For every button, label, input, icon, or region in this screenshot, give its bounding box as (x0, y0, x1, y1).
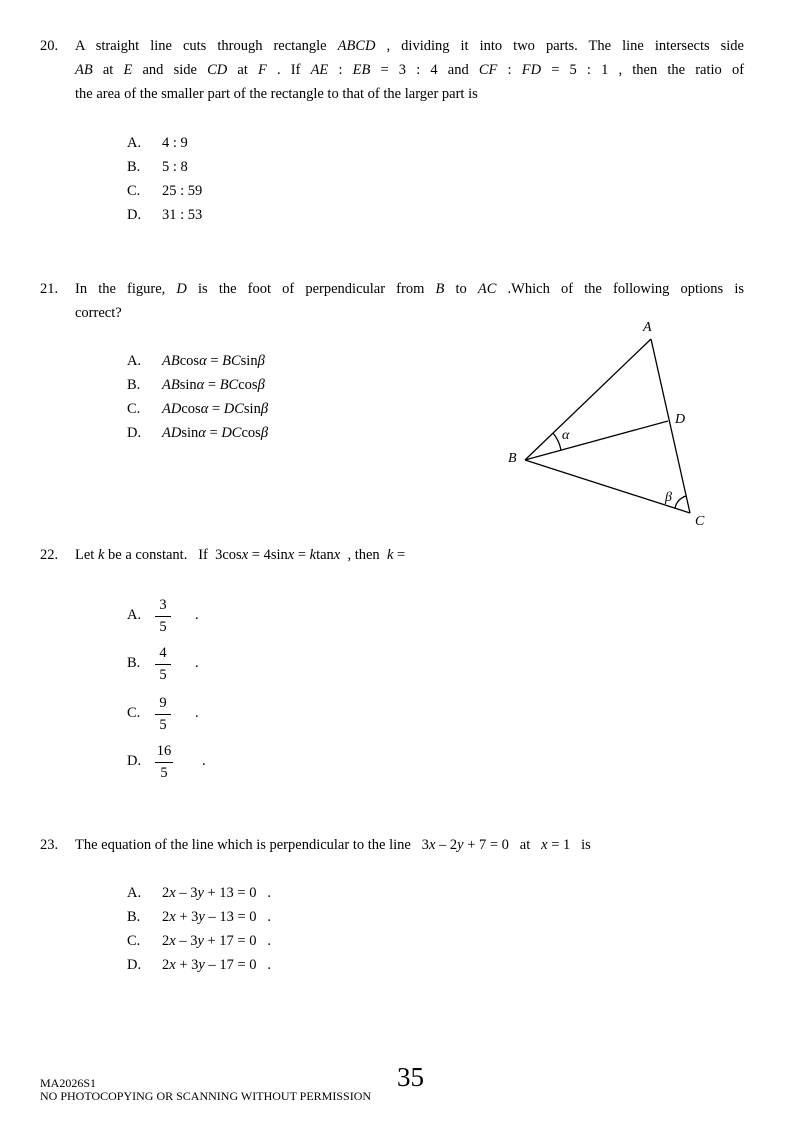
label-c: C (695, 514, 705, 529)
math-variable: y (197, 885, 204, 901)
text-segment: + 3 (175, 909, 199, 925)
math-variable: AE (310, 62, 329, 78)
option-text (162, 957, 271, 973)
math-variable: B (435, 281, 445, 297)
text-segment: .Which of the following options is (496, 281, 744, 297)
option-suffix: . (202, 753, 206, 769)
option-label: B. (127, 159, 141, 175)
label-alpha: α (562, 428, 570, 443)
math-variable: x (541, 837, 548, 853)
math-variable: BC (219, 377, 239, 393)
math-variable: CF (478, 62, 498, 78)
fraction (155, 695, 171, 734)
text-segment: 31 : 53 (162, 207, 203, 223)
option-label: D. (127, 207, 142, 223)
text-segment: 2 (162, 885, 170, 901)
text-segment: at (227, 62, 258, 78)
option-label: A. (127, 135, 142, 151)
option-label: A. (127, 885, 142, 901)
q23-option-a (127, 885, 271, 902)
segment-bd (525, 421, 668, 460)
q22-line (75, 547, 744, 564)
angle-beta-arc (675, 496, 686, 508)
option-label: B. (127, 909, 141, 925)
text-segment: = 1 is (547, 837, 591, 853)
option-suffix: . (195, 655, 199, 671)
denominator: 5 (159, 717, 167, 733)
math-variable: F (258, 62, 267, 78)
text-segment: + 3 (175, 957, 199, 973)
text-segment: In the figure, (75, 281, 177, 297)
q23-option-d (127, 957, 271, 974)
math-variable: DC (221, 425, 242, 441)
text-segment: 2 (162, 933, 170, 949)
text-segment: A straight line cuts through rectangle (75, 38, 338, 54)
fraction (155, 743, 173, 782)
text-segment: sin (179, 377, 197, 393)
math-variable: DC (223, 401, 244, 417)
q23-option-c (127, 933, 271, 950)
math-variable: α (199, 353, 207, 369)
numerator: 16 (155, 743, 173, 763)
math-variable: FD (521, 62, 542, 78)
math-variable: y (198, 957, 205, 973)
text-segment: 2 (162, 957, 170, 973)
text-segment: and side (132, 62, 208, 78)
text-segment: , then (340, 547, 387, 563)
math-variable: AB (75, 62, 93, 78)
math-variable: α (198, 425, 206, 441)
denominator: 5 (159, 667, 167, 683)
option-label: D. (127, 753, 142, 769)
text-segment: = (206, 353, 223, 369)
option-text (162, 909, 271, 925)
text-segment: : (328, 62, 353, 78)
q21-number: 21. (40, 281, 59, 297)
option-text (162, 885, 271, 901)
text-segment: 25 : 59 (162, 183, 203, 199)
text-segment: cos (241, 425, 261, 441)
text-segment: : (497, 62, 522, 78)
text-segment: 2 (162, 909, 170, 925)
math-variable: β (257, 377, 265, 393)
math-variable: y (198, 909, 205, 925)
text-segment: sin (243, 401, 261, 417)
side-bc (525, 460, 690, 513)
angle-alpha-arc (553, 433, 561, 450)
text-segment: = (204, 377, 220, 393)
option-text (162, 933, 271, 949)
fraction (155, 597, 171, 636)
text-segment: sin (240, 353, 258, 369)
label-beta: β (665, 490, 672, 505)
label-b: B (508, 451, 517, 466)
math-variable: CD (207, 62, 228, 78)
text-segment: = (208, 401, 224, 417)
math-variable: x (287, 547, 295, 563)
text-segment: = 4sin (248, 547, 288, 563)
math-variable: x (169, 957, 176, 973)
text-segment: + 13 = 0 . (203, 885, 271, 901)
text-segment: 5 : 8 (162, 159, 188, 175)
math-variable: ABCD (337, 38, 376, 54)
math-variable: y (197, 933, 204, 949)
numerator: 3 (155, 597, 171, 617)
text-segment: – 17 = 0 . (204, 957, 271, 973)
option-label: B. (127, 655, 141, 671)
option-suffix: . (195, 705, 199, 721)
label-a: A (643, 320, 652, 335)
text-segment: + 17 = 0 . (203, 933, 271, 949)
numerator: 4 (155, 645, 171, 665)
text-segment: 4 : 9 (162, 135, 188, 151)
math-variable: α (200, 401, 209, 417)
math-variable: x (333, 547, 341, 563)
math-variable: x (169, 885, 176, 901)
paper-code: MA2026S1 (40, 1076, 97, 1090)
text-segment: , dividing it into two parts. The line intersects side (375, 38, 744, 54)
text-segment: cos (238, 377, 258, 393)
text-segment: the area of the smaller part of the rectangle to that of the larger part is (75, 86, 478, 102)
option-label: C. (127, 705, 141, 721)
math-variable: EB (352, 62, 371, 78)
denominator: 5 (160, 765, 168, 781)
fraction (155, 645, 171, 684)
option-label: C. (127, 401, 141, 417)
math-variable: AB (162, 377, 180, 393)
math-variable: k (386, 547, 394, 563)
page-number: 35 (397, 1062, 424, 1092)
text-segment: = 5 : 1 , then the ratio of (541, 62, 745, 78)
text-segment: Let (75, 547, 98, 563)
math-variable: AD (162, 425, 182, 441)
denominator: 5 (159, 619, 167, 635)
text-segment: at (92, 62, 124, 78)
math-variable: k (309, 547, 317, 563)
math-variable: x (169, 909, 176, 925)
option-label: C. (127, 183, 141, 199)
numerator: 9 (155, 695, 171, 715)
q23-number: 23. (40, 837, 59, 853)
math-variable: AC (477, 281, 497, 297)
q22-number: 22. (40, 547, 59, 563)
text-segment: = (205, 425, 222, 441)
label-d: D (675, 412, 686, 427)
text-segment: cos (179, 353, 200, 369)
text-segment: is the foot of perpendicular from (186, 281, 436, 297)
q23-option-b (127, 909, 271, 926)
text-segment: to (444, 281, 478, 297)
math-variable: y (457, 837, 464, 853)
math-variable: AD (162, 401, 182, 417)
math-variable: x (169, 933, 176, 949)
math-variable: β (257, 353, 265, 369)
option-label: A. (127, 353, 142, 369)
math-variable: β (260, 425, 269, 441)
copyright-notice: NO PHOTOCOPYING OR SCANNING WITHOUT PERMISSION (40, 1089, 372, 1103)
text-segment: cos (181, 401, 201, 417)
math-variable: β (260, 401, 269, 417)
option-label: D. (127, 425, 142, 441)
text-segment: correct? (75, 305, 122, 321)
text-segment: – 13 = 0 . (204, 909, 271, 925)
math-variable: AB (162, 353, 180, 369)
text-segment: . If (266, 62, 311, 78)
math-variable: E (123, 62, 133, 78)
option-suffix: . (195, 607, 199, 623)
math-variable: D (176, 281, 187, 297)
option-label: A. (127, 607, 142, 623)
text-segment: – 3 (175, 885, 198, 901)
text-segment: sin (181, 425, 199, 441)
option-label: C. (127, 933, 141, 949)
text-segment: – 3 (175, 933, 198, 949)
math-variable: BC (222, 353, 241, 369)
text-segment: + 7 = 0 at (463, 837, 542, 853)
option-label: D. (127, 957, 142, 973)
q20-number: 20. (40, 38, 59, 54)
text-segment: = (294, 547, 310, 563)
math-variable: k (97, 547, 105, 563)
text-segment: = 3 : 4 and (370, 62, 479, 78)
math-variable: α (196, 377, 205, 393)
side-ab (525, 339, 651, 460)
text-segment: – 2 (435, 837, 458, 853)
text-segment: The equation of the line which is perpendicular to the line 3 (75, 837, 429, 853)
math-variable: x (241, 547, 249, 563)
text-segment: be a constant. If 3cos (104, 547, 242, 563)
q23-line (75, 837, 744, 854)
text-segment: tan (316, 547, 334, 563)
text-segment: = (393, 547, 406, 563)
math-variable: x (428, 837, 436, 853)
option-label: B. (127, 377, 141, 393)
